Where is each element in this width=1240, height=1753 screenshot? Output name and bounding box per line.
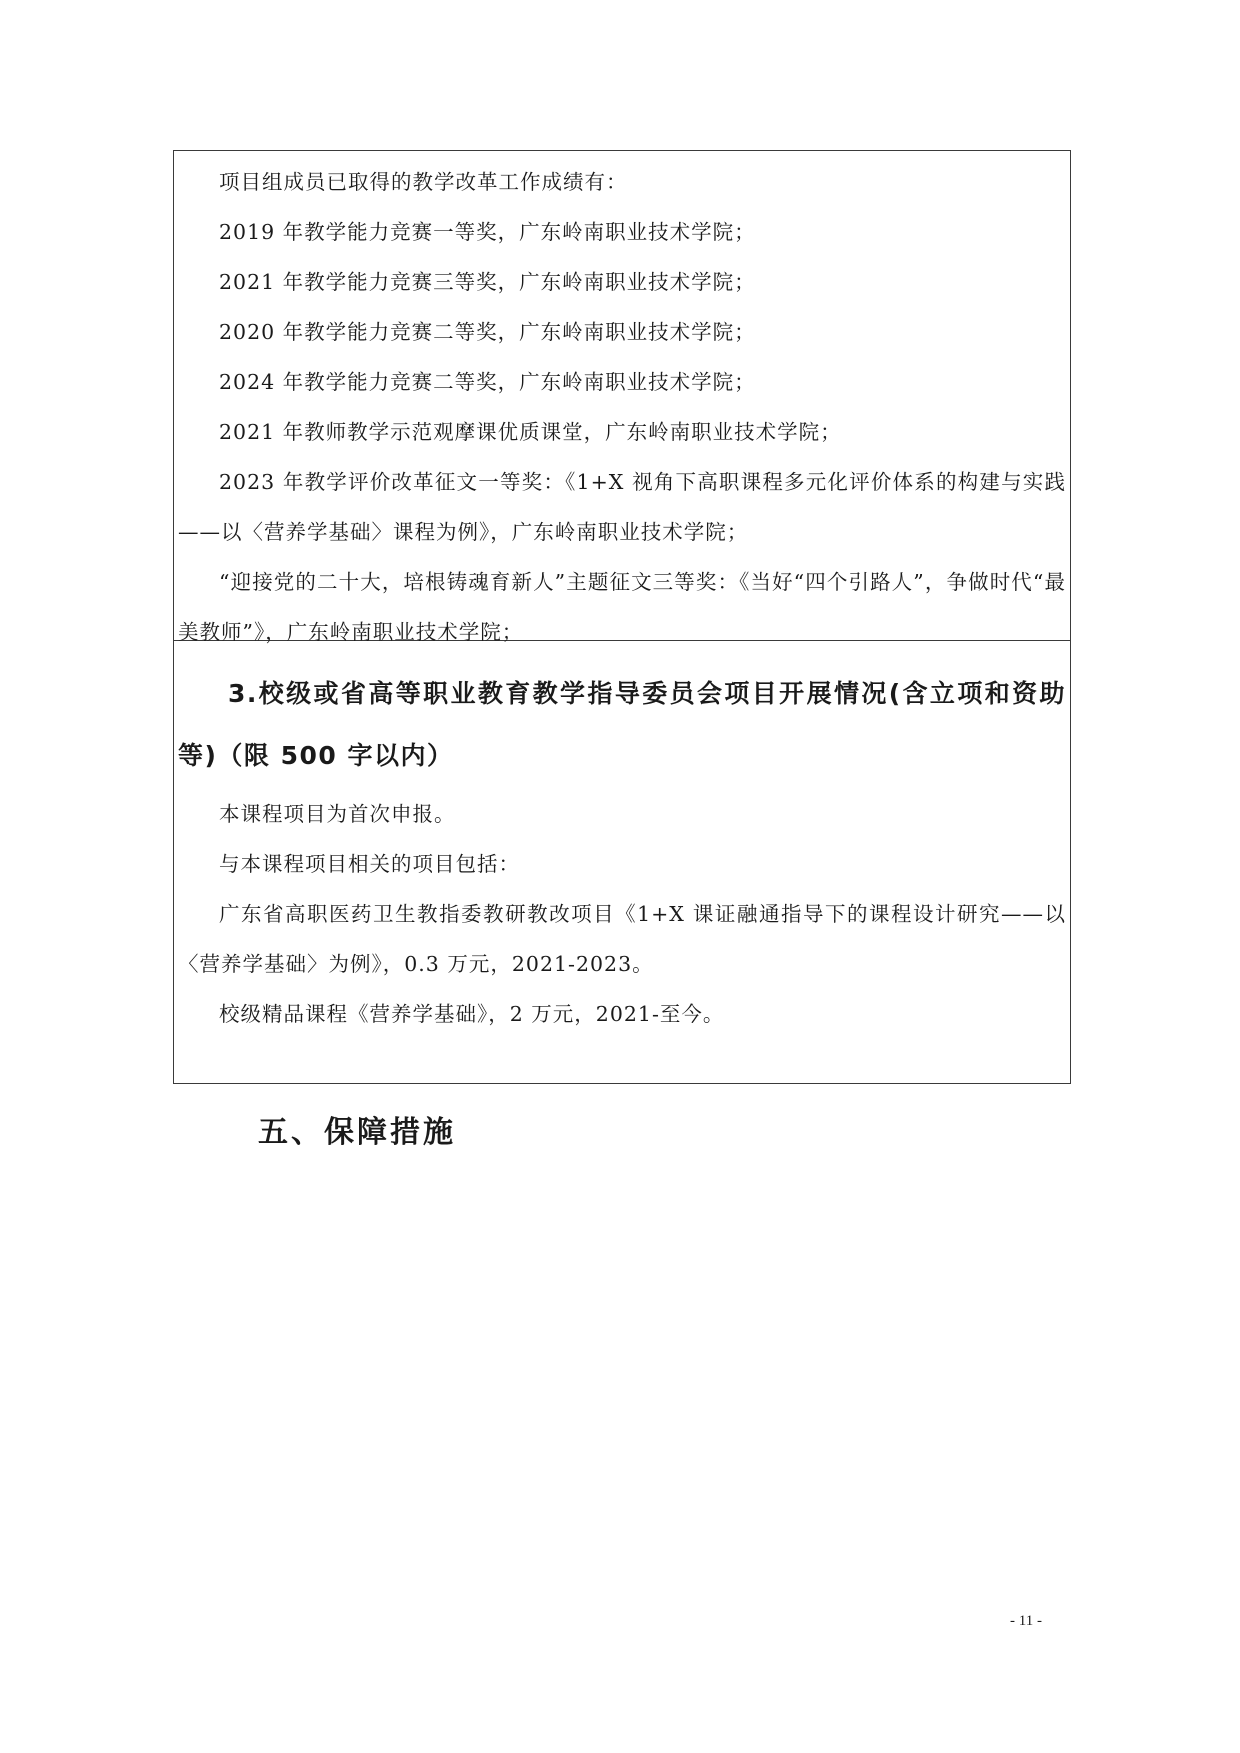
achievements-cell (174, 151, 1070, 644)
project-heading: 3.校级或省高等职业教育教学指导委员会项目开展情况(含立项和资助等)（限 500 字以内） (178, 679, 1066, 770)
achievement-item: 2021 年教师教学示范观摩课优质课堂，广东岭南职业技术学院； (219, 420, 842, 444)
achievements-intro: 项目组成员已取得的教学改革工作成绩有： (219, 170, 628, 194)
achievement-item: 2021 年教学能力竞赛三等奖，广东岭南职业技术学院； (219, 270, 756, 294)
project-cell (174, 641, 1070, 1085)
page-number: - 11 - (1010, 1613, 1042, 1629)
project-paragraph: 本课程项目为首次申报。 (219, 802, 456, 826)
project-paragraph: 校级精品课程《营养学基础》，2 万元，2021-至今。 (219, 1002, 725, 1026)
project-paragraph: 与本课程项目相关的项目包括： (219, 852, 520, 876)
achievement-item: 2019 年教学能力竞赛一等奖，广东岭南职业技术学院； (219, 220, 756, 244)
achievement-item: 2020 年教学能力竞赛二等奖，广东岭南职业技术学院； (219, 320, 756, 344)
achievement-item: “迎接党的二十大，培根铸魂育新人”主题征文三等奖：《当好“四个引路人”，争做时代“最美教师”》，广东岭南职业技术学院； (178, 570, 1066, 644)
achievement-item: 2024 年教学能力竞赛二等奖，广东岭南职业技术学院； (219, 370, 756, 394)
form-table (173, 150, 1071, 1084)
project-paragraph: 广东省高职医药卫生教指委教研教改项目《1+X 课证融通指导下的课程设计研究——以〈营养学基础〉为例》，0.3 万元，2021-2023。 (178, 902, 1066, 976)
achievement-item: 2023 年教学评价改革征文一等奖：《1+X 视角下高职课程多元化评价体系的构建与实践——以〈营养学基础〉课程为例》，广东岭南职业技术学院； (178, 470, 1066, 544)
section-title: 五、保障措施 (258, 1115, 456, 1150)
